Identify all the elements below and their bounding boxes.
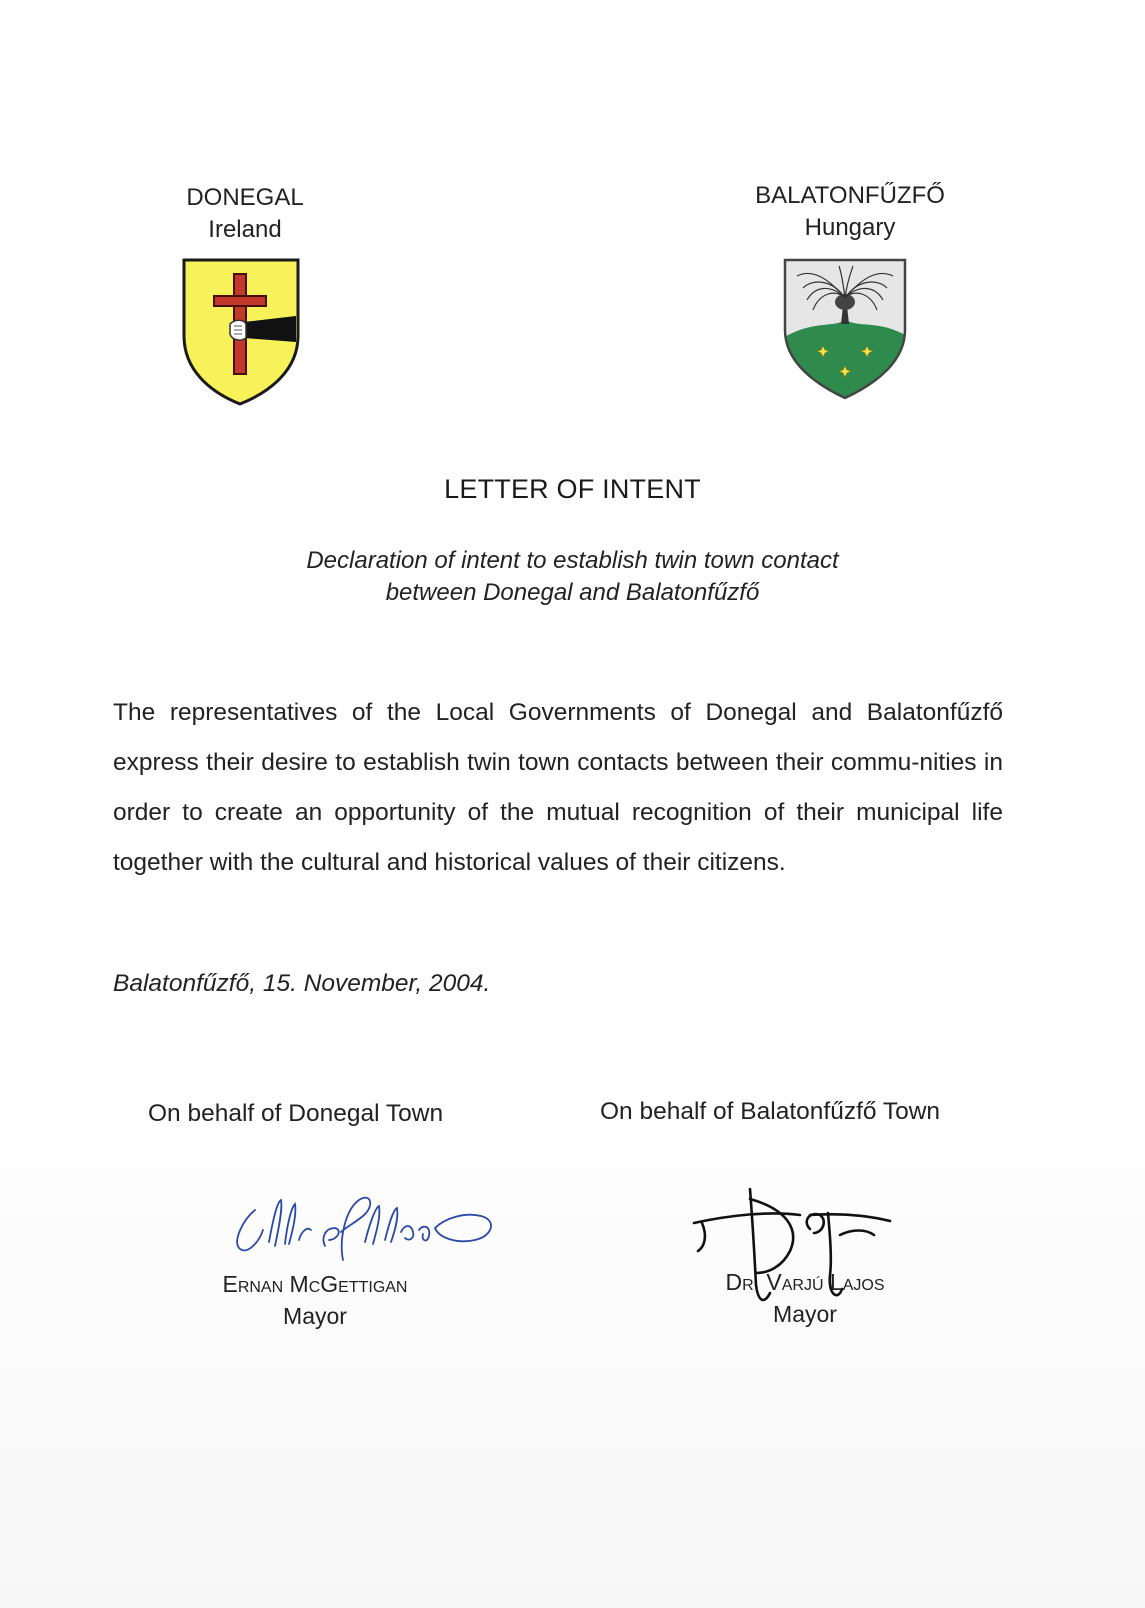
left-party-country: Ireland — [208, 216, 282, 243]
date-line: Balatonfűzfő, 15. November, 2004. — [113, 970, 491, 997]
document-subtitle — [0, 545, 1145, 609]
right-signatory-role: Mayor — [773, 1301, 837, 1327]
right-signatory-name: Dr. Varjú Lajos — [725, 1269, 885, 1295]
left-signatory-name: Ernan McGettigan — [222, 1271, 408, 1297]
donegal-crest-icon — [182, 258, 302, 406]
document-body: The representatives of the Local Governments of Donegal and Balatonfűzfő express their desire to establish twin town contacts between their commu-nities in order to create an opportunity of the mutual recognition of their municipal life together with the cultural and historical values of their citizens. — [113, 699, 1003, 876]
left-signatory-block — [190, 1268, 440, 1332]
right-on-behalf: On behalf of Balatonfűzfő Town — [600, 1098, 941, 1125]
right-party-name: BALATONFŰZFŐ — [755, 182, 945, 209]
subtitle-line-1: Declaration of intent to establish twin town contact — [306, 547, 839, 574]
left-signatory-role: Mayor — [283, 1303, 347, 1329]
left-party-heading — [140, 182, 350, 246]
document-title: LETTER OF INTENT — [444, 474, 701, 504]
subtitle-line-2: between Donegal and Balatonfűzfő — [385, 579, 760, 606]
right-party-country: Hungary — [804, 214, 896, 241]
left-signature-icon — [225, 1180, 525, 1270]
balatonfuzfo-crest-icon — [783, 258, 907, 400]
left-party-name: DONEGAL — [186, 184, 304, 211]
right-signatory-block — [685, 1266, 925, 1330]
left-on-behalf: On behalf of Donegal Town — [148, 1100, 444, 1127]
right-party-heading — [730, 180, 970, 244]
